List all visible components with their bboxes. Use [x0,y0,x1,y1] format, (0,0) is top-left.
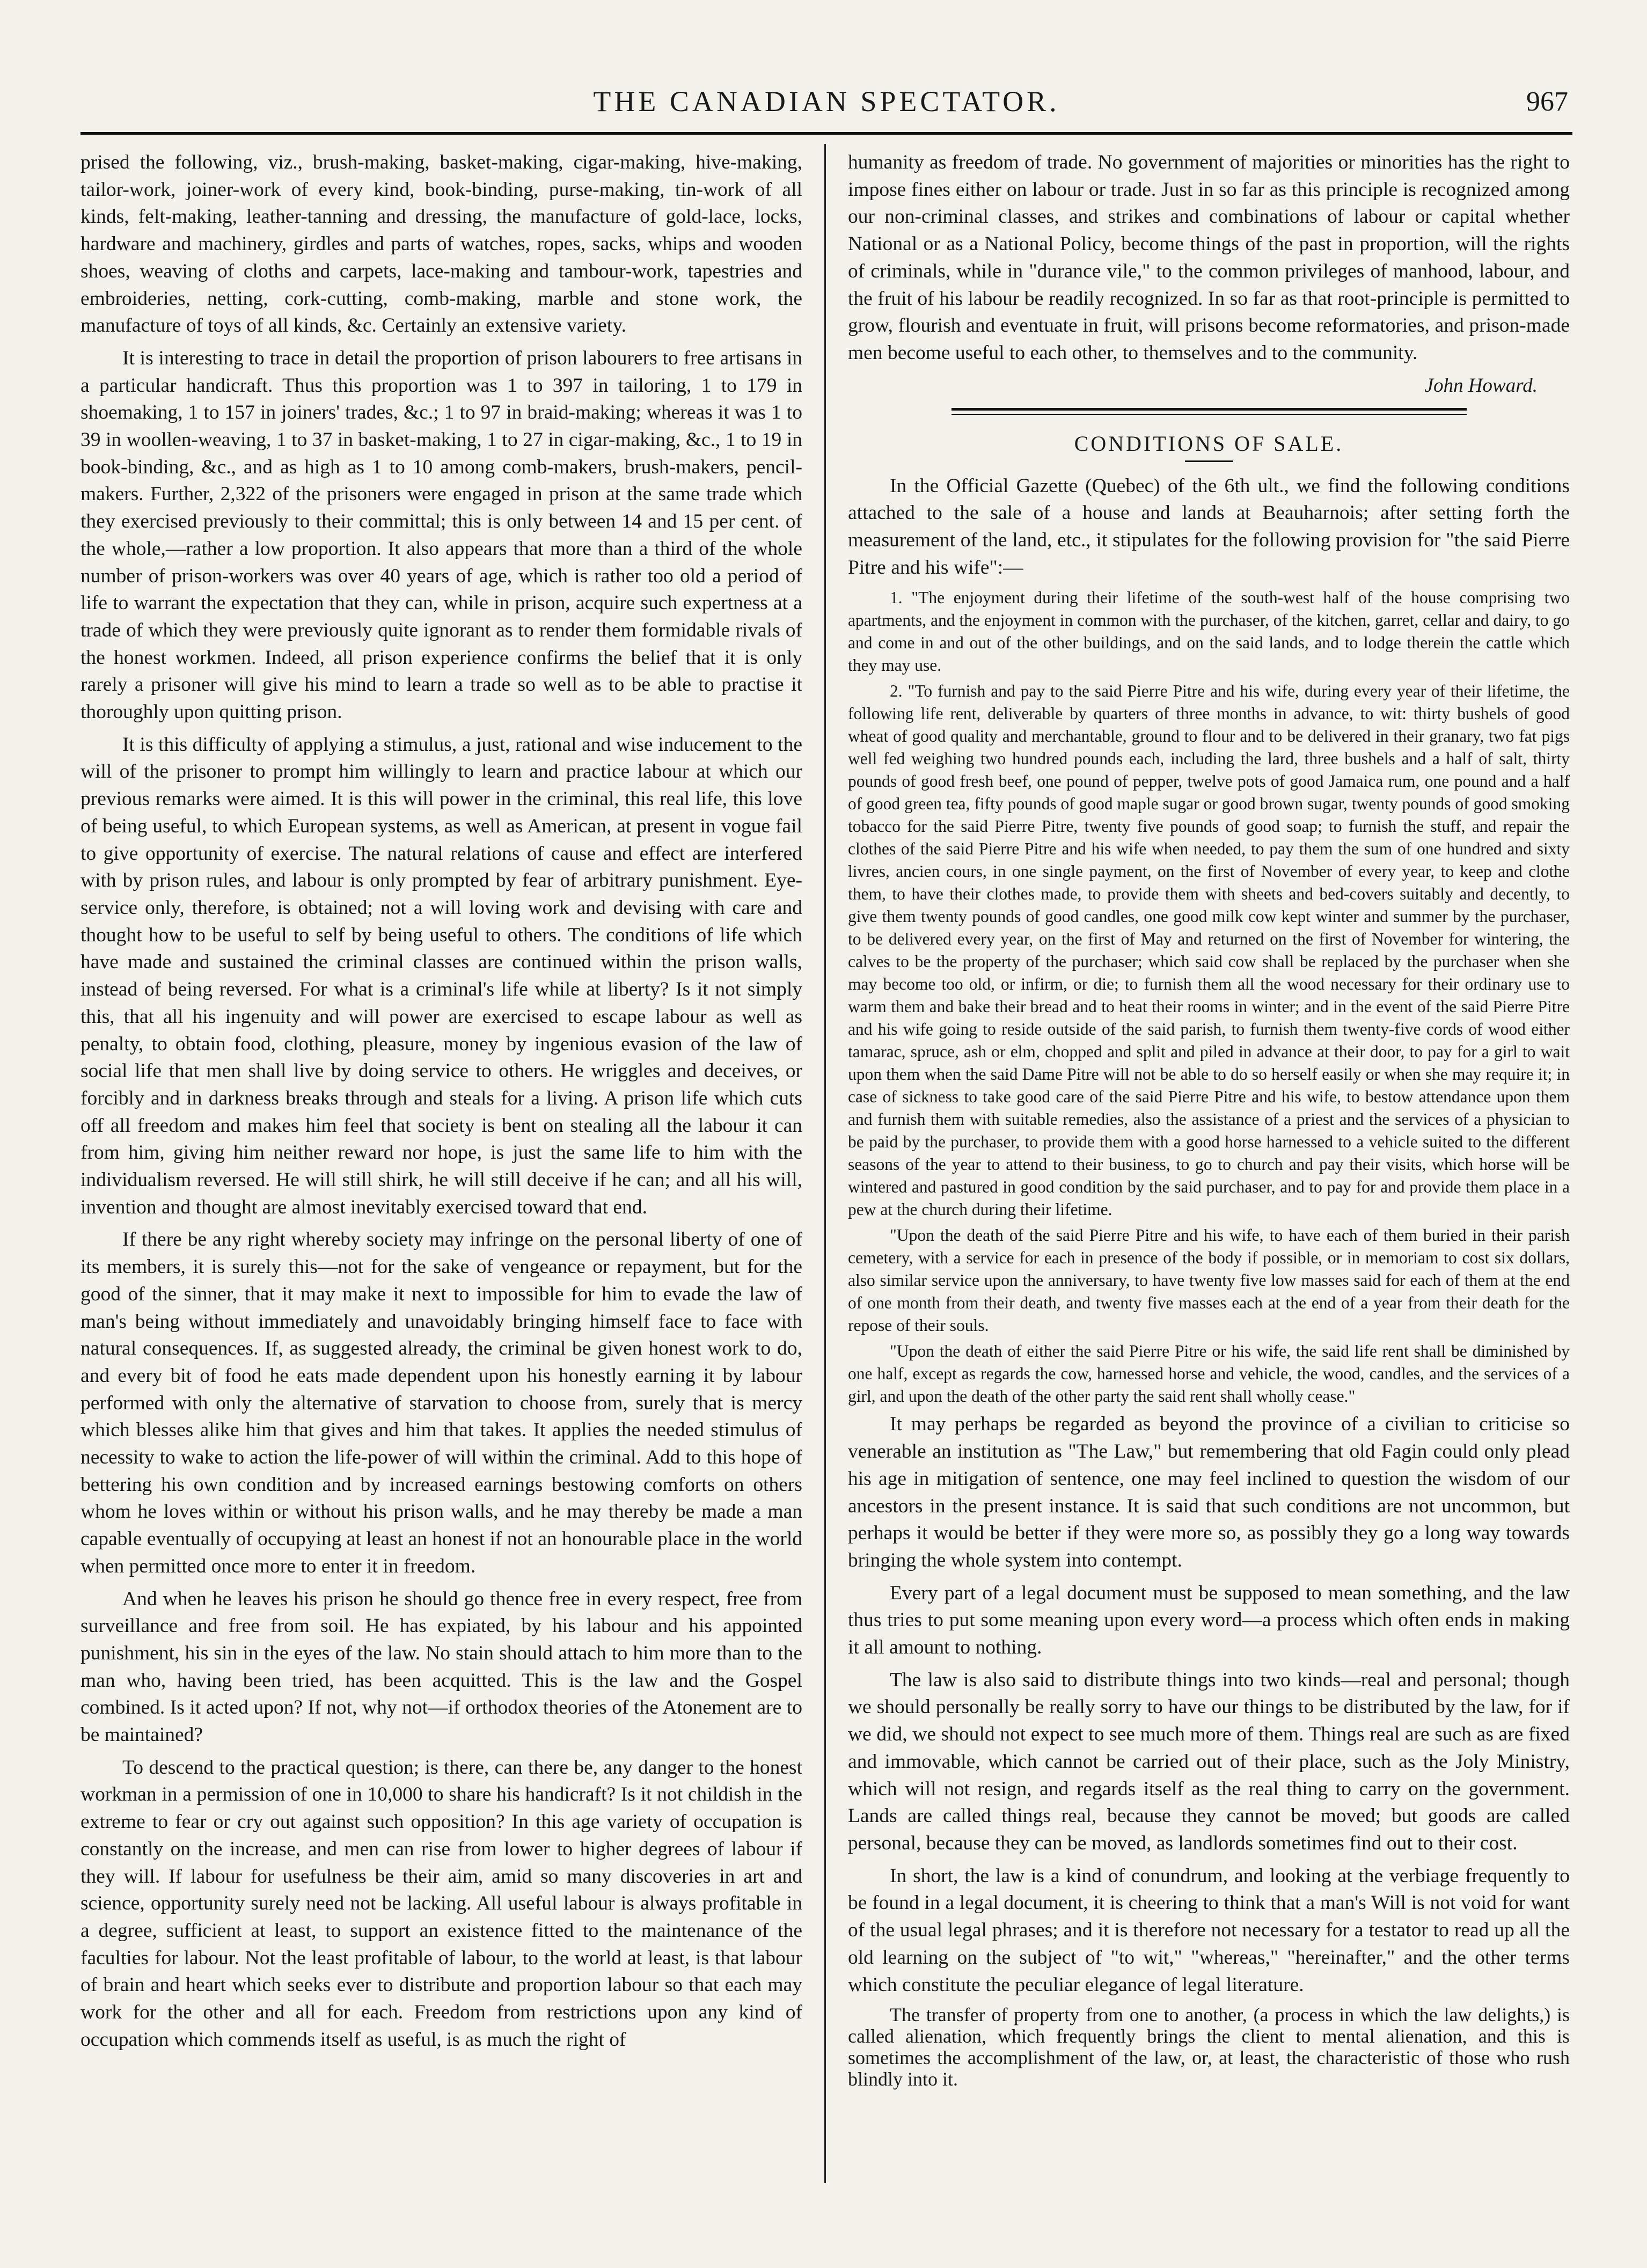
quoted-condition: 1. "The enjoyment during their lifetime of the south-west half of the house comprising two apartments, and the enjoyment in common with the purchaser, of the kitchen, garret, cellar and dairy, to go and come in and out of the other buildings, and on the said lands, and to lodge therein the cattle which they may use. [848,588,1570,675]
publication-title: THE CANADIAN SPECTATOR. [593,85,1060,118]
column-divider [824,144,826,2183]
author-signature: John Howard. [1424,374,1538,397]
quoted-conditions [848,587,1570,1408]
article-paragraph: It is interesting to trace in detail the proportion of prison labourers to free artisans in a particular handicraft. Thus this proportion was 1 to 397 in tailoring, 1 to 179 in shoemaking, 1 to 157 in joiners' trades, &c.; 1 to 97 in braid-making; whereas it was 1 to 39 in woollen-weaving, 1 to 37 in basket-making, 1 to 27 in cigar-making, &c., 1 to 19 in book-binding, &c., and as high as 1 to 10 among comb-makers, brush-makers, pencil-makers. Further, 2,322 of the prisoners were engaged in prison at the same trade which they exercised previously to their committal; this is only between 14 and 15 per cent. of the whole,—rather a low proportion. It also appears that more than a third of the whole number of prison-workers was over 40 years of age, which is rather too old a period of life to warrant the expectation that they can, while in prison, acquire such expertness at a trade of which they were previously quite ignorant as to render them formidable rivals of the honest workmen. Indeed, all prison experience confirms the belief that it is only rarely a prisoner will give his mind to learn a trade so well as to be able to practise it thoroughly upon quitting prison. [80,347,802,723]
commentary-paragraph: The law is also said to distribute things into two kinds—real and personal; though we should personally be really sorry to have our things to be distributed by the law, for if we did, we should not expect to see much more of them. Things real are such as are fixed and immovable, which cannot be carried out of their place, such as the Joly Ministry, which will not resign, and regards itself as the real thing to carry on the government. Lands are called things real, because they cannot be moved; but goods are called personal, because they can be moved, as landlords sometimes find out to their cost. [848,1669,1570,1854]
section-divider [951,408,1467,415]
heading-rule [1185,460,1233,462]
quoted-condition: "Upon the death of either the said Pierre Pitre or his wife, the said life rent shall be diminished by one half, except as regards the cow, harnessed horse and vehicle, the wood, candles, and the services of a girl, and upon the death of the other party the said rent shall wholly cease." [848,1342,1570,1406]
section-heading: CONDITIONS OF SALE. [1074,431,1344,456]
closing-paragraph: The transfer of property from one to another, (a process in which the law delights,) is called alienation, which frequently brings the client to mental alienation, and this is sometimes the accomplishment of the law, or, at least, the characteristic of those who rush blindly into it. [848,2004,1570,2090]
article-paragraph: To descend to the practical question; is there, can there be, any danger to the honest workman in a permission of one in 10,000 to share his handicraft? Is it not childish in the extreme to fear or cry out against such opposition? In this age variety of occupation is constantly on the increase, and men can rise from lower to higher degrees of labour if they will. If labour for usefulness be their aim, amid so many discoveries in art and science, opportunity surely need not be lacking. All useful labour is always profitable in a degree, sufficient at least, to support an existence fitted to the maintenance of the faculties for labour. Not the least profitable of labour, to the world at least, is that labour of brain and heart which seeks ever to distribute and proportion labour so that each may work for the other and all for each. Freedom from restrictions upon any kind of occupation which commends itself as useful, is as much the right of [80,1756,802,2051]
commentary-paragraph: It may perhaps be regarded as beyond the province of a civilian to criticise so venerable an institution as "The Law," but remembering that old Fagin could only plead his age in mitigation of sentence, one may feel inclined to question the wisdom of our ancestors in the present instance. It is said that such conditions are not uncommon, but perhaps it would be better if they were more so, as possibly they go a long way towards bringing the whole system into contempt. [848,1413,1570,1571]
closing-block [848,2004,1570,2090]
article-paragraph: It is this difficulty of applying a stimulus, a just, rational and wise inducement to the will of the prisoner to prompt him willingly to learn and practice labour at which our previous remarks were aimed. It is this will power in the criminal, this real life, this love of being useful, to which European systems, as well as American, at present in vogue fail to give opportunity of exercise. The natural relations of cause and effect are interfered with by prison rules, and labour is only prompted by fear of arbitrary punishment. Eye-service only, therefore, is obtained; not a will loving work and devising with care and thought how to be useful to self by being useful to others. The conditions of life which have made and sustained the criminal classes are continued within the prison walls, instead of being reversed. For what is a criminal's life while at liberty? Is it not simply this, that all his ingenuity and will power are exercised to escape labour as well as penalty, to obtain food, clothing, pleasure, money by ingenious evasion of the law of social life that men shall live by doing service to others. He wriggles and deceives, or forcibly and in darkness breaks through and steals for a living. A prison life which cuts off all freedom and makes him feel that society is bent on stealing all the labour it can from him, giving him neither reward nor hope, is just the same life to him with the individualism reversed. He will still shirk, he will still deceive if he can; and all his will, invention and thought are almost inevitably exercised toward that end. [80,733,802,1218]
article-paragraph: If there be any right whereby society may infringe on the personal liberty of one of its members, it is surely this—not for the sake of vengeance or repayment, but for the good of the sinner, that it may make it next to impossible for him to evade the law of man's being without immediately and unavoidably bringing himself face to face with natural consequences. If, as suggested already, the criminal be given honest work to do, and every bit of food he eats made dependent upon his honestly earning it by labour performed with only the alternative of starvation to choose from, surely that is mercy which blesses alike him that gives and him that takes. It applies the needed stimulus of necessity to wake to action the life-power of will within the criminal. Add to this hope of bettering his own condition and by increased earnings bestowing comforts on others whom he loves within or without his prison walls, and he may thereby be made a man capable eventually of occupying at least an honest if not an honourable place in the world when permitted once more to enter it in freedom. [80,1228,802,1577]
article-paragraph: prised the following, viz., brush-making, basket-making, cigar-making, hive-making, tailor-work, joiner-work of every kind, book-binding, purse-making, tin-work of all kinds, felt-making, leather-tanning and dressing, the manufacture of gold-lace, locks, hardware and machinery, girdles and parts of watches, ropes, sacks, whips and wooden shoes, weaving of cloths and carpets, lace-making and tambour-work, tapestries and embroideries, netting, cork-cutting, comb-making, marble and stone work, the manufacture of toys of all kinds, &c. Certainly an extensive variety. [80,151,802,337]
quoted-condition: "Upon the death of the said Pierre Pitre and his wife, to have each of them buried in their parish cemetery, with a service for each in presence of the body if possible, or in memoriam to cost six dollars, also similar service upon the anniversary, to have twenty five low masses said for each of them at the end of one month from their death, and twenty five masses each at the end of a year from their death for the repose of their souls. [848,1226,1570,1335]
left-column [80,149,802,2059]
commentary-paragraph: In short, the law is a kind of conundrum, and looking at the verbiage frequently to be found in a legal document, it is cheering to think that a man's Will is not void for want of the usual legal phrases; and it is therefore not necessary for a testator to read up all the old learning on the subject of "to wit," "whereas," "hereinafter," and the other terms which constitute the peculiar elegance of legal literature. [848,1864,1570,1996]
article-paragraph: And when he leaves his prison he should go thence free in every respect, free from surveillance and free from soil. He has expiated, by his labour and his appointed punishment, his sin in the eyes of the law. No stain should attach to him more than to the man who, having been tried, has been acquitted. This is the law and the Gospel combined. Is it acted upon? If not, why not—if orthodox theories of the Atonement are to be maintained? [80,1587,802,1746]
right-column [848,149,1570,2090]
article-continuation: humanity as freedom of trade. No government of majorities or minorities has the right to impose fines either on labour or trade. Just in so far as this principle is recognized among our non-criminal classes, and strikes and combinations of labour or capital whether National or as a National Policy, become things of the past in proportion, will the rights of criminals, while in "durance vile," to the common privileges of manhood, labour, and the fruit of his labour be readily recognized. In so far as that root-principle is permitted to grow, flourish and eventuate in fruit, will prisons become reformatories, and prison-made men become useful to each other, to themselves and to the community. [848,151,1570,364]
page-header [80,81,1572,135]
newspaper-page [80,81,1572,2200]
section-intro: In the Official Gazette (Quebec) of the 6th ult., we find the following conditions attached to the sale of a house and lands at Beauharnois; after setting forth the measurement of the land, etc., it stipulates for the following provision for "the said Pierre Pitre and his wife":— [848,474,1570,579]
page-number: 967 [1526,86,1568,117]
commentary-paragraph: Every part of a legal document must be supposed to mean something, and the law thus tries to put some meaning upon every word—a process which often ends in making it all amount to nothing. [848,1582,1570,1659]
quoted-condition: 2. "To furnish and pay to the said Pierre Pitre and his wife, during every year of their lifetime, the following life rent, deliverable by quarters of three months in advance, to wit: thirty bushels of good wheat of good quality and merchantable, ground to flour and to be delivered in their granary, two fat pigs well fed weighing two hundred pounds each, including the lard, three bushels and a half of salt, thirty pounds of good fresh beef, one pound of pepper, twelve pots of good Jamaica rum, one pound and a half of good green tea, fifty pounds of good maple sugar or good brown sugar, twenty pounds of good smoking tobacco for the said Pierre Pitre, twenty five pounds of good soap; to furnish the stuff, and repair the clothes of the said Pierre Pitre and his wife when needed, to pay them the sum of one hundred and sixty livres, ancien cours, in one single payment, on the first of November of every year, to keep and clothe them, to have their clothes made, to provide them with sheets and bed-covers suitably and decently, to give them twenty pounds of good candles, one good milk cow kept winter and summer by the purchaser, to be delivered every year, on the first of May and returned on the first of November for wintering, the calves to be the property of the purchaser; which said cow shall be replaced by the purchaser when she may become too old, or infirm, or die; to furnish them all the wood necessary for their ordinary use to warm them and bake their bread and to heat their rooms in winter; and in the event of the said Pierre Pitre and his wife going to reside outside of the said parish, to furnish them twenty-five cords of wood either tamarac, spruce, ash or elm, chopped and split and piled in advance at their door, to pay for a girl to wait upon them when the said Dame Pitre will not be able to do so herself easily or when she may require it; in case of sickness to take good care of the said Pierre Pitre and his wife, to bestow attendance upon them and furnish them with suitable remedies, also the assistance of a priest and the services of a physician to be paid by the purchaser, to provide them with a good horse harnessed to a vehicle suited to the different seasons of the year to attend to their business, to go to church and pay their visits, which horse will be wintered and pastured in good condition by the said purchaser, and to pay for and provide them place in a pew at the church during their lifetime. [848,682,1570,1219]
